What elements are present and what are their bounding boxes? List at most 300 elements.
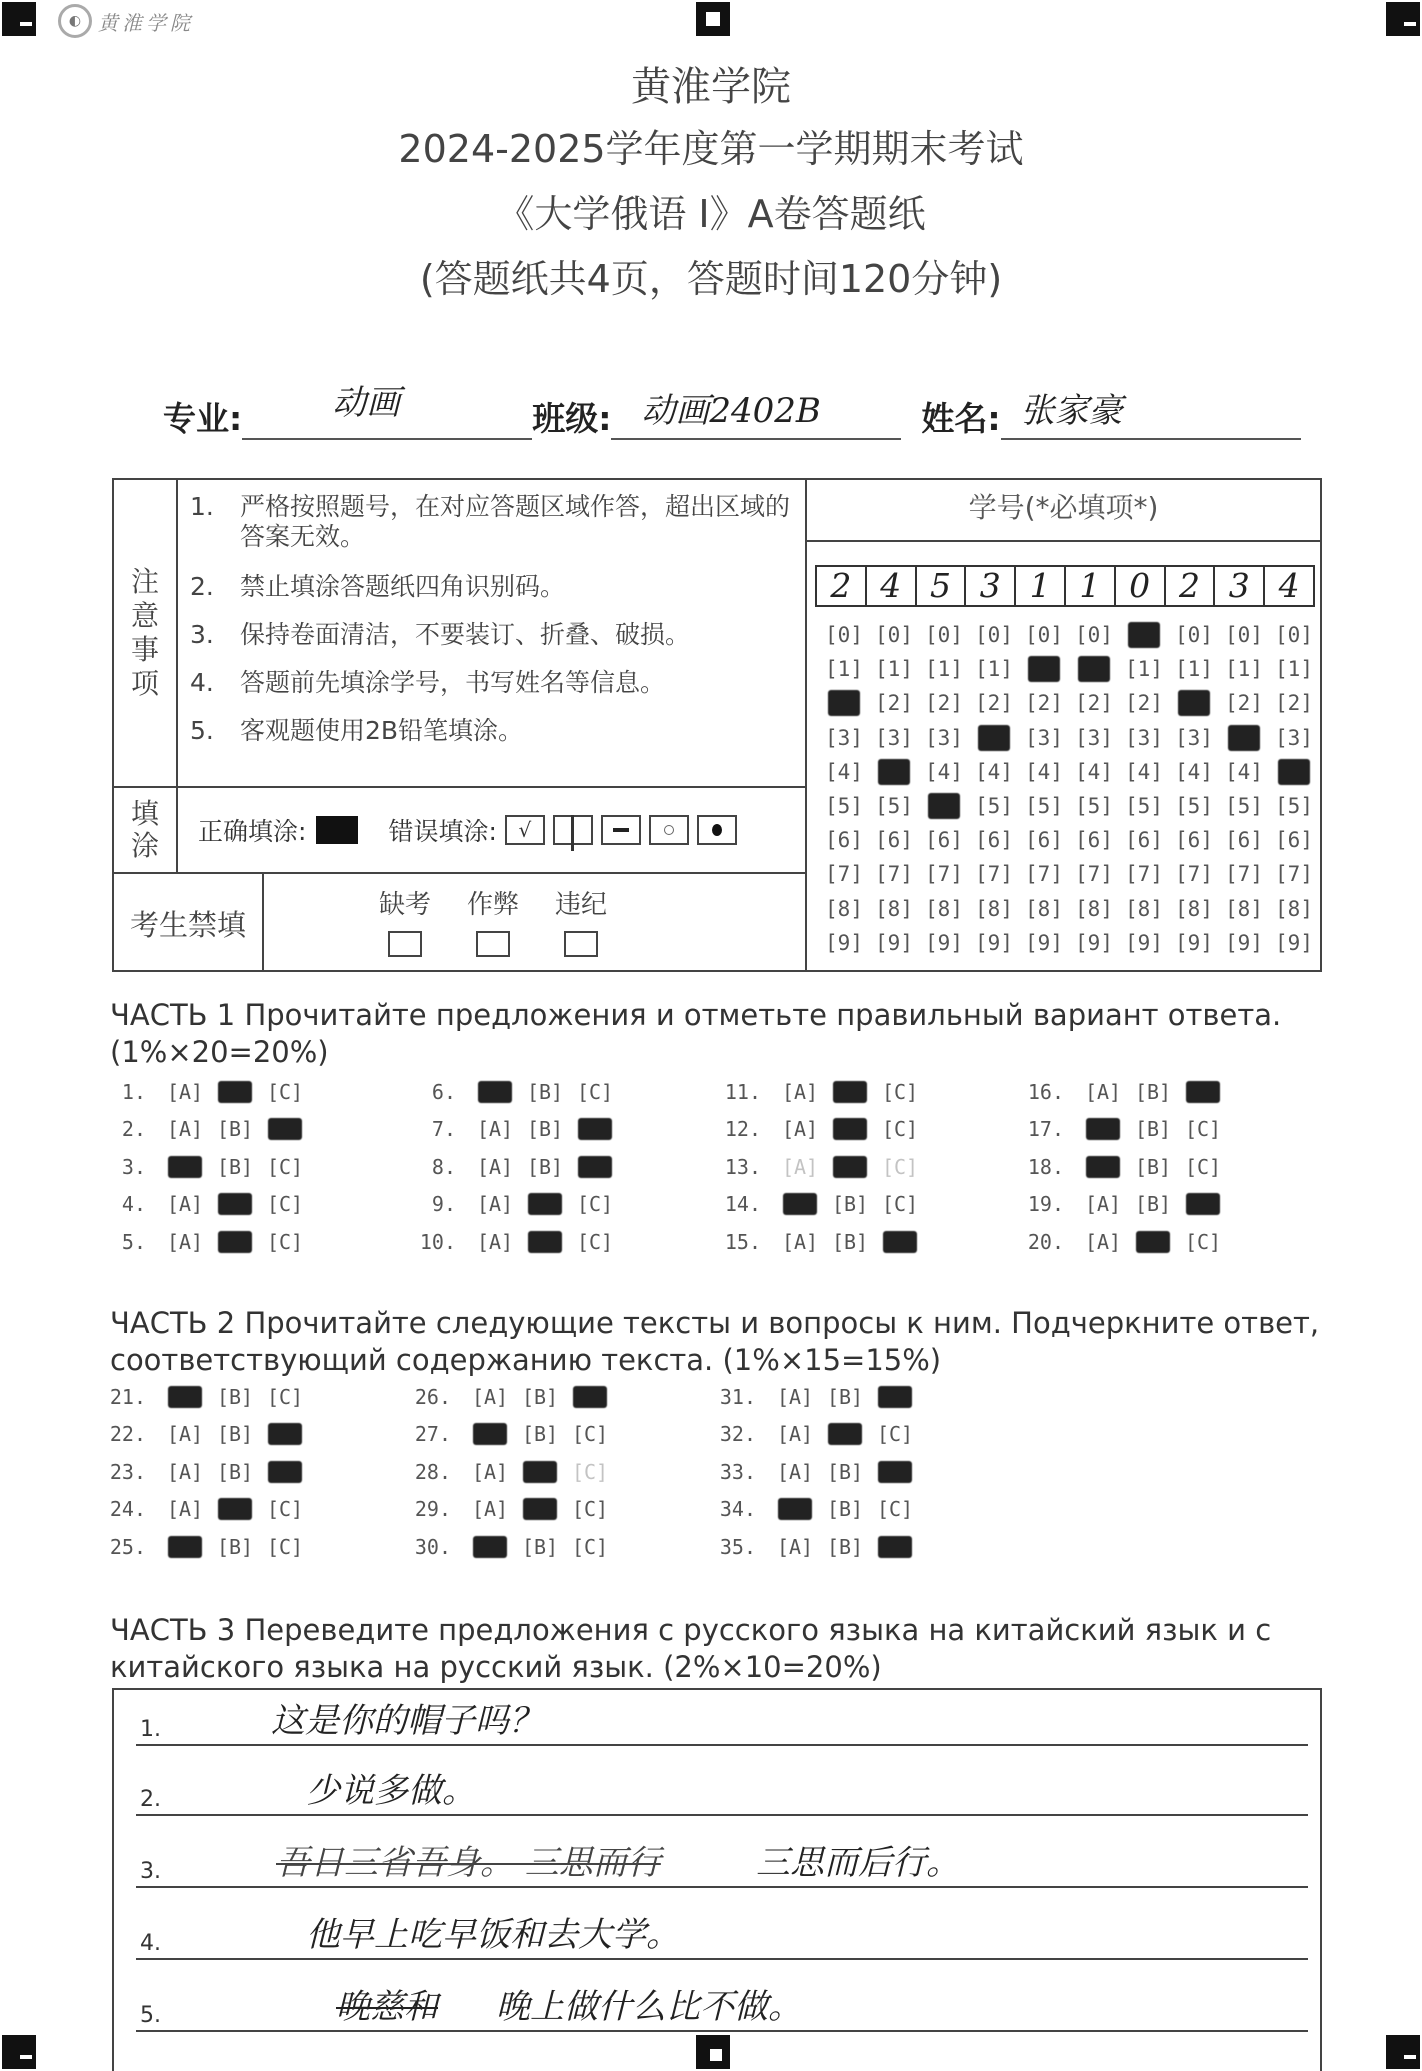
student-id-bubble[interactable]: [7] bbox=[925, 862, 963, 887]
violation-checkbox[interactable] bbox=[564, 931, 598, 957]
translation-line-number: 4. bbox=[140, 1931, 161, 1956]
proctor-only-section bbox=[114, 874, 807, 972]
student-id-bubble[interactable]: [2] bbox=[1125, 691, 1163, 716]
question-row bbox=[410, 1186, 620, 1224]
student-id-bubble[interactable]: [5] bbox=[1125, 794, 1163, 819]
answer-bubble-a[interactable]: [A] bbox=[781, 1117, 819, 1142]
student-id-bubble-row bbox=[819, 926, 1319, 960]
student-id-bubble-row bbox=[819, 721, 1319, 755]
student-id-bubble[interactable]: [7] bbox=[1175, 862, 1213, 887]
answer-bubble-filled-c[interactable] bbox=[573, 1386, 607, 1408]
answer-bubble-b[interactable]: [B] bbox=[826, 1459, 864, 1484]
question-row bbox=[715, 1186, 925, 1224]
answer-bubble-filled-a[interactable] bbox=[783, 1193, 817, 1215]
answer-bubble-c[interactable]: [C] bbox=[266, 1497, 304, 1522]
answer-bubble-filled-b[interactable] bbox=[833, 1118, 867, 1140]
student-id-digit[interactable]: 4 bbox=[867, 567, 917, 605]
student-id-digit[interactable]: 1 bbox=[1066, 567, 1116, 605]
answer-bubble-filled-a[interactable] bbox=[473, 1536, 507, 1558]
header-info-box bbox=[112, 478, 1322, 972]
answer-bubble-b[interactable]: [B] bbox=[216, 1422, 254, 1447]
answer-bubble-a[interactable]: [A] bbox=[776, 1384, 814, 1409]
question-number: 2. bbox=[121, 1117, 146, 1142]
answer-bubble-filled-b[interactable] bbox=[828, 1423, 862, 1445]
student-id-digit[interactable]: 4 bbox=[1278, 566, 1300, 605]
answer-bubble-filled-c[interactable] bbox=[878, 1461, 912, 1483]
registration-mark-bottom-left bbox=[2, 2035, 36, 2069]
student-id-bubble[interactable]: [2] bbox=[1225, 691, 1263, 716]
question-number: 21. bbox=[109, 1384, 146, 1409]
student-id-bubble[interactable]: [5] bbox=[1175, 794, 1213, 819]
student-id-bubble[interactable]: [6] bbox=[1175, 828, 1213, 853]
translation-line[interactable] bbox=[136, 1698, 1308, 1746]
answer-bubble-a[interactable]: [A] bbox=[166, 1079, 204, 1104]
translation-line[interactable] bbox=[136, 1768, 1308, 1816]
part2-heading: ЧАСТЬ 2 Прочитайте следующие тексты и вопросы к ним. Подчеркните ответ, соответствующий содержанию текста. (1%×15=15%) bbox=[110, 1306, 1320, 1377]
translation-line[interactable] bbox=[136, 1840, 1308, 1888]
student-id-bubble[interactable]: [5] bbox=[1025, 794, 1063, 819]
answer-bubble-c[interactable]: [C] bbox=[576, 1079, 614, 1104]
proctor-option-label: 作弊 bbox=[467, 890, 520, 920]
answer-bubble-b[interactable]: [B] bbox=[826, 1497, 864, 1522]
answer-bubble-c[interactable]: [C] bbox=[571, 1534, 609, 1559]
answer-bubble-b[interactable]: [B] bbox=[216, 1384, 254, 1409]
wrong-fill-circle-icon bbox=[649, 815, 689, 845]
institution-title: 黄淮学院 bbox=[631, 64, 791, 110]
student-id-bubble[interactable]: [7] bbox=[975, 862, 1013, 887]
paper-title: 《大学俄语 I》A卷答题纸 bbox=[496, 192, 926, 236]
student-id-bubble[interactable]: [6] bbox=[975, 828, 1013, 853]
student-id-bubble[interactable]: [2] bbox=[925, 691, 963, 716]
answer-bubble-filled-c[interactable] bbox=[578, 1118, 612, 1140]
student-id-bubble[interactable]: [4] bbox=[825, 759, 863, 784]
answer-bubble-b[interactable]: [B] bbox=[526, 1154, 564, 1179]
notice-item-number: 2. bbox=[190, 572, 214, 601]
question-number: 27. bbox=[414, 1422, 451, 1447]
answer-bubble-filled-c[interactable] bbox=[878, 1536, 912, 1558]
part3-heading: ЧАСТЬ 3 Переведите предложения с русского языка на китайский язык и с китайского языка на русский язык. (2%×10=20%) bbox=[110, 1613, 1272, 1684]
answer-bubble-filled-b[interactable] bbox=[218, 1081, 252, 1103]
translation-answer-text: 他早上吃早饭和去大学。 bbox=[306, 1915, 680, 1955]
answer-bubble-filled-a[interactable] bbox=[1086, 1156, 1120, 1178]
student-id-bubble[interactable]: [9] bbox=[1125, 930, 1163, 955]
student-id-bubble[interactable]: [8] bbox=[1225, 896, 1263, 921]
student-id-bubble[interactable]: [5] bbox=[1275, 794, 1313, 819]
answer-bubble-a[interactable]: [A] bbox=[166, 1192, 204, 1217]
student-id-bubble[interactable]: [1] bbox=[1275, 657, 1313, 682]
question-row bbox=[100, 1111, 310, 1149]
student-id-digit[interactable]: 5 bbox=[917, 567, 967, 605]
translation-answer-box bbox=[112, 1688, 1322, 2071]
student-id-digit[interactable]: 0 bbox=[1116, 567, 1166, 605]
answer-bubble-filled-a[interactable] bbox=[778, 1498, 812, 1520]
answer-bubble-c[interactable]: [C] bbox=[266, 1534, 304, 1559]
answer-bubble-b[interactable]: [B] bbox=[526, 1079, 564, 1104]
answer-bubble-c[interactable]: [C] bbox=[571, 1497, 609, 1522]
student-id-bubble[interactable]: [3] bbox=[1075, 725, 1113, 750]
answer-bubble-filled-c[interactable] bbox=[1186, 1193, 1220, 1215]
answer-bubble-c[interactable]: [C] bbox=[881, 1079, 919, 1104]
student-id-bubble[interactable]: [8] bbox=[975, 896, 1013, 921]
question-row bbox=[100, 1073, 310, 1111]
answer-bubble-a[interactable]: [A] bbox=[1084, 1079, 1122, 1104]
student-id-bubble[interactable]: [6] bbox=[1275, 828, 1313, 853]
answer-bubble-c[interactable]: [C] bbox=[571, 1459, 609, 1484]
student-id-bubble-filled[interactable] bbox=[1178, 690, 1210, 716]
student-id-bubble[interactable]: [1] bbox=[1175, 657, 1213, 682]
notice-item-number: 1. bbox=[190, 492, 214, 521]
student-id-bubble[interactable]: [0] bbox=[1175, 623, 1213, 648]
answer-bubble-b[interactable]: [B] bbox=[1134, 1154, 1172, 1179]
answer-bubble-a[interactable]: [A] bbox=[781, 1229, 819, 1254]
answer-bubble-filled-a[interactable] bbox=[168, 1156, 202, 1178]
student-id-bubble-filled[interactable] bbox=[1078, 656, 1110, 682]
notice-item-text: 客观题使用2B铅笔填涂。 bbox=[240, 716, 524, 745]
student-id-bubble[interactable]: [0] bbox=[875, 623, 913, 648]
answer-bubble-b[interactable]: [B] bbox=[216, 1534, 254, 1559]
answer-bubble-filled-b[interactable] bbox=[833, 1156, 867, 1178]
answer-bubble-c[interactable]: [C] bbox=[571, 1422, 609, 1447]
student-id-bubble[interactable]: [5] bbox=[1075, 794, 1113, 819]
question-row bbox=[1018, 1073, 1228, 1111]
student-id-bubble[interactable]: [6] bbox=[1125, 828, 1163, 853]
student-id-bubble[interactable]: [4] bbox=[1175, 759, 1213, 784]
student-id-bubble[interactable]: [7] bbox=[1225, 862, 1263, 887]
answer-bubble-filled-c[interactable] bbox=[883, 1231, 917, 1253]
answer-bubble-b[interactable]: [B] bbox=[216, 1154, 254, 1179]
correct-fill-example-icon bbox=[316, 816, 358, 844]
major-field[interactable] bbox=[242, 383, 532, 440]
answer-bubble-filled-c[interactable] bbox=[1186, 1081, 1220, 1103]
student-id-bubble[interactable]: [9] bbox=[1075, 930, 1113, 955]
answer-bubble-a[interactable]: [A] bbox=[476, 1229, 514, 1254]
answer-bubble-c[interactable]: [C] bbox=[266, 1384, 304, 1409]
question-row bbox=[100, 1223, 310, 1261]
answer-bubble-a[interactable]: [A] bbox=[776, 1422, 814, 1447]
answer-bubble-a[interactable]: [A] bbox=[776, 1534, 814, 1559]
absent-checkbox[interactable] bbox=[388, 931, 422, 957]
student-id-bubble[interactable]: [8] bbox=[825, 896, 863, 921]
student-id-bubble[interactable]: [6] bbox=[825, 828, 863, 853]
student-id-bubble[interactable]: [6] bbox=[1025, 828, 1063, 853]
student-id-bubble-row bbox=[819, 857, 1319, 891]
student-id-bubble[interactable]: [3] bbox=[875, 725, 913, 750]
answer-bubble-b[interactable]: [B] bbox=[526, 1117, 564, 1142]
proctor-option-label: 违纪 bbox=[555, 890, 608, 920]
question-row bbox=[405, 1528, 615, 1566]
question-row bbox=[715, 1111, 925, 1149]
student-id-bubble[interactable]: [0] bbox=[1025, 623, 1063, 648]
answer-bubble-filled-c[interactable] bbox=[268, 1423, 302, 1445]
question-number: 28. bbox=[414, 1459, 451, 1484]
question-number: 10. bbox=[419, 1229, 456, 1254]
question-number: 22. bbox=[109, 1422, 146, 1447]
student-id-bubble[interactable]: [8] bbox=[1025, 896, 1063, 921]
student-id-bubble[interactable]: [3] bbox=[1025, 725, 1063, 750]
question-row bbox=[410, 1111, 620, 1149]
answer-bubble-filled-b[interactable] bbox=[218, 1498, 252, 1520]
answer-bubble-filled-c[interactable] bbox=[268, 1118, 302, 1140]
question-row bbox=[710, 1378, 920, 1416]
student-id-bubble[interactable]: [7] bbox=[875, 862, 913, 887]
student-id-bubble-filled[interactable] bbox=[1128, 622, 1160, 648]
student-id-bubble[interactable]: [3] bbox=[1125, 725, 1163, 750]
part1-heading: ЧАСТЬ 1 Прочитайте предложения и отметьте правильный вариант ответа. (1%×20=20%) bbox=[110, 998, 1282, 1069]
notice-item bbox=[190, 668, 795, 698]
student-id-bubble[interactable]: [3] bbox=[925, 725, 963, 750]
question-row bbox=[405, 1453, 615, 1491]
class-field[interactable] bbox=[611, 392, 901, 440]
answer-bubble-a[interactable]: [A] bbox=[476, 1192, 514, 1217]
student-id-bubble[interactable]: [8] bbox=[1075, 896, 1113, 921]
question-row bbox=[100, 1148, 310, 1186]
answer-bubble-c[interactable]: [C] bbox=[876, 1497, 914, 1522]
student-id-bubble[interactable]: [5] bbox=[975, 794, 1013, 819]
student-id-bubble[interactable]: [6] bbox=[925, 828, 963, 853]
answer-bubble-a[interactable]: [A] bbox=[1084, 1229, 1122, 1254]
student-id-bubble[interactable]: [1] bbox=[825, 657, 863, 682]
student-id-bubble[interactable]: [9] bbox=[875, 930, 913, 955]
student-id-bubble-filled[interactable] bbox=[878, 759, 910, 785]
question-number: 12. bbox=[724, 1117, 761, 1142]
student-id-bubble[interactable]: [6] bbox=[1225, 828, 1263, 853]
student-id-bubble[interactable]: [0] bbox=[1225, 623, 1263, 648]
student-id-bubble[interactable]: [1] bbox=[925, 657, 963, 682]
answer-bubble-a[interactable]: [A] bbox=[471, 1459, 509, 1484]
answer-bubble-c[interactable]: [C] bbox=[881, 1117, 919, 1142]
student-id-bubble[interactable]: [6] bbox=[1075, 828, 1113, 853]
student-id-bubble[interactable]: [9] bbox=[975, 930, 1013, 955]
student-id-bubble[interactable]: [8] bbox=[1275, 896, 1313, 921]
student-id-bubble[interactable]: [0] bbox=[825, 623, 863, 648]
answer-bubble-c[interactable]: [C] bbox=[576, 1192, 614, 1217]
answer-bubble-filled-a[interactable] bbox=[168, 1386, 202, 1408]
answer-bubble-a[interactable]: [A] bbox=[166, 1422, 204, 1447]
answer-bubble-c[interactable]: [C] bbox=[1184, 1117, 1222, 1142]
question-number: 16. bbox=[1027, 1079, 1064, 1104]
answer-bubble-a[interactable]: [A] bbox=[166, 1459, 204, 1484]
notice-item-text: 保持卷面清洁，不要装订、折叠、破损。 bbox=[240, 620, 691, 649]
answer-bubble-filled-b[interactable] bbox=[528, 1193, 562, 1215]
student-id-bubble[interactable]: [7] bbox=[1275, 862, 1313, 887]
student-id-bubble[interactable]: [1] bbox=[1125, 657, 1163, 682]
question-number: 33. bbox=[719, 1459, 756, 1484]
question-row bbox=[710, 1453, 920, 1491]
student-id-bubble[interactable]: [8] bbox=[875, 896, 913, 921]
major-value: 动画 bbox=[332, 383, 401, 423]
answer-bubble-a[interactable]: [A] bbox=[1084, 1192, 1122, 1217]
answer-bubble-b[interactable]: [B] bbox=[1134, 1192, 1172, 1217]
student-id-title: 学号(*必填项*) bbox=[807, 480, 1320, 542]
student-id-bubble[interactable]: [4] bbox=[1225, 759, 1263, 784]
answer-bubble-filled-b[interactable] bbox=[833, 1081, 867, 1103]
answer-bubble-a[interactable]: [A] bbox=[166, 1117, 204, 1142]
student-id-bubble[interactable]: [1] bbox=[975, 657, 1013, 682]
answer-bubble-b[interactable]: [B] bbox=[831, 1192, 869, 1217]
student-id-bubble[interactable]: [4] bbox=[1075, 759, 1113, 784]
student-id-bubble[interactable]: [2] bbox=[1025, 691, 1063, 716]
student-id-bubble[interactable]: [4] bbox=[1125, 759, 1163, 784]
student-id-bubble[interactable]: [8] bbox=[925, 896, 963, 921]
student-id-bubble[interactable]: [7] bbox=[1075, 862, 1113, 887]
student-id-bubble[interactable]: [1] bbox=[1225, 657, 1263, 682]
student-id-bubble[interactable]: [3] bbox=[825, 725, 863, 750]
student-id-bubble[interactable]: [7] bbox=[825, 862, 863, 887]
answer-bubble-b[interactable]: [B] bbox=[521, 1534, 559, 1559]
answer-bubble-filled-b[interactable] bbox=[523, 1498, 557, 1520]
student-id-bubble-filled[interactable] bbox=[978, 725, 1010, 751]
name-field[interactable] bbox=[1001, 392, 1301, 440]
student-id-bubble[interactable]: [2] bbox=[1275, 691, 1313, 716]
student-id-bubble[interactable]: [9] bbox=[1225, 930, 1263, 955]
student-id-bubble[interactable]: [4] bbox=[925, 759, 963, 784]
student-id-bubble[interactable]: [2] bbox=[1075, 691, 1113, 716]
student-id-digit[interactable]: 1 bbox=[1016, 567, 1066, 605]
student-id-bubble[interactable]: [0] bbox=[1275, 623, 1313, 648]
answer-bubble-a[interactable]: [A] bbox=[471, 1384, 509, 1409]
answer-bubble-b[interactable]: [B] bbox=[1134, 1117, 1172, 1142]
answer-bubble-filled-a[interactable] bbox=[168, 1536, 202, 1558]
translation-line-number: 5. bbox=[140, 2003, 161, 2028]
student-id-bubble[interactable]: [7] bbox=[1125, 862, 1163, 887]
answer-bubble-a[interactable]: [A] bbox=[471, 1497, 509, 1522]
answer-bubble-filled-b[interactable] bbox=[218, 1231, 252, 1253]
answer-bubble-filled-c[interactable] bbox=[578, 1156, 612, 1178]
student-id-bubble-filled[interactable] bbox=[1278, 759, 1310, 785]
student-id-bubble[interactable]: [3] bbox=[1175, 725, 1213, 750]
student-id-bubble-row bbox=[819, 618, 1319, 652]
answer-bubble-c[interactable]: [C] bbox=[266, 1154, 304, 1179]
question-row bbox=[710, 1528, 920, 1566]
answer-bubble-c[interactable]: [C] bbox=[266, 1229, 304, 1254]
student-id-bubble[interactable]: [4] bbox=[1025, 759, 1063, 784]
student-id-bubble[interactable]: [0] bbox=[975, 623, 1013, 648]
answer-bubble-c[interactable]: [C] bbox=[266, 1079, 304, 1104]
student-id-bubble[interactable]: [9] bbox=[1175, 930, 1213, 955]
answer-bubble-b[interactable]: [B] bbox=[521, 1384, 559, 1409]
student-id-bubble[interactable]: [5] bbox=[1225, 794, 1263, 819]
answer-bubble-a[interactable]: [A] bbox=[476, 1154, 514, 1179]
student-id-bubble[interactable]: [9] bbox=[1275, 930, 1313, 955]
logo-text: 黄淮学院 bbox=[98, 10, 194, 35]
student-id-bubble[interactable]: [4] bbox=[975, 759, 1013, 784]
student-id-digit[interactable]: 3 bbox=[1215, 567, 1265, 605]
student-id-bubble-filled[interactable] bbox=[828, 690, 860, 716]
question-number: 3. bbox=[121, 1154, 146, 1179]
student-id-bubble[interactable]: [2] bbox=[875, 691, 913, 716]
university-logo bbox=[58, 4, 194, 38]
answer-bubble-b[interactable]: [B] bbox=[216, 1117, 254, 1142]
student-id-bubble[interactable]: [0] bbox=[1075, 623, 1113, 648]
question-number: 25. bbox=[109, 1534, 146, 1559]
student-id-bubble[interactable]: [8] bbox=[1125, 896, 1163, 921]
answer-bubble-b[interactable]: [B] bbox=[1134, 1079, 1172, 1104]
proctor-option-violation bbox=[555, 884, 607, 957]
question-number: 9. bbox=[431, 1192, 456, 1217]
student-id-bubble[interactable]: [7] bbox=[1025, 862, 1063, 887]
student-id-bubble-filled[interactable] bbox=[1228, 725, 1260, 751]
answer-bubble-b[interactable]: [B] bbox=[826, 1534, 864, 1559]
answer-bubble-a[interactable]: [A] bbox=[776, 1459, 814, 1484]
wrong-fill-pipe-icon bbox=[553, 815, 593, 845]
translation-line[interactable] bbox=[136, 1912, 1308, 1960]
student-id-bubble-filled[interactable] bbox=[1028, 656, 1060, 682]
part1-column bbox=[100, 1073, 310, 1261]
answer-bubble-filled-c[interactable] bbox=[268, 1461, 302, 1483]
fill-guide-label bbox=[114, 788, 178, 872]
question-row bbox=[1018, 1148, 1228, 1186]
answer-bubble-c[interactable]: [C] bbox=[1184, 1229, 1222, 1254]
answer-bubble-a[interactable]: [A] bbox=[781, 1154, 819, 1179]
student-id-digit[interactable]: 3 bbox=[966, 567, 1016, 605]
student-id-bubble[interactable]: [9] bbox=[1025, 930, 1063, 955]
cheating-checkbox[interactable] bbox=[476, 931, 510, 957]
answer-bubble-a[interactable]: [A] bbox=[781, 1079, 819, 1104]
student-id-digit[interactable]: 2 bbox=[817, 567, 867, 605]
answer-bubble-c[interactable]: [C] bbox=[266, 1192, 304, 1217]
major-label: 专业: bbox=[163, 399, 243, 438]
answer-bubble-filled-b[interactable] bbox=[218, 1193, 252, 1215]
answer-bubble-b[interactable]: [B] bbox=[826, 1384, 864, 1409]
translation-line[interactable] bbox=[136, 1984, 1308, 2032]
answer-bubble-b[interactable]: [B] bbox=[521, 1422, 559, 1447]
student-id-bubble[interactable]: [1] bbox=[875, 657, 913, 682]
answer-bubble-filled-b[interactable] bbox=[523, 1461, 557, 1483]
student-id-bubble[interactable]: [8] bbox=[1175, 896, 1213, 921]
student-id-bubble[interactable]: [9] bbox=[925, 930, 963, 955]
student-id-bubble[interactable]: [5] bbox=[875, 794, 913, 819]
student-info-row bbox=[163, 383, 1313, 440]
proctor-option-absent bbox=[379, 884, 431, 957]
student-id-bubble[interactable]: [6] bbox=[875, 828, 913, 853]
answer-bubble-filled-c[interactable] bbox=[878, 1386, 912, 1408]
answer-bubble-a[interactable]: [A] bbox=[476, 1117, 514, 1142]
answer-bubble-c[interactable]: [C] bbox=[876, 1422, 914, 1447]
registration-mark-top-left bbox=[2, 2, 36, 36]
answer-bubble-filled-a[interactable] bbox=[478, 1081, 512, 1103]
translation-answer-text: 这是你的帽子吗？ bbox=[271, 1701, 543, 1741]
question-number: 29. bbox=[414, 1497, 451, 1522]
student-id-bubble[interactable]: [9] bbox=[825, 930, 863, 955]
student-id-bubble-filled[interactable] bbox=[928, 793, 960, 819]
answer-bubble-a[interactable]: [A] bbox=[166, 1229, 204, 1254]
fill-label-char: 填 bbox=[130, 797, 159, 830]
student-id-bubble-row bbox=[819, 789, 1319, 823]
question-row bbox=[410, 1073, 620, 1111]
answer-bubble-c[interactable]: [C] bbox=[881, 1154, 919, 1179]
proctor-options bbox=[379, 884, 607, 957]
registration-mark-top-center bbox=[696, 2, 730, 36]
student-id-digit[interactable]: 2 bbox=[1166, 567, 1216, 605]
paper-note: (答题纸共4页，答题时间120分钟) bbox=[419, 257, 1003, 301]
answer-bubble-c[interactable]: [C] bbox=[881, 1192, 919, 1217]
answer-bubble-filled-b[interactable] bbox=[1136, 1231, 1170, 1253]
student-id-bubble[interactable]: [5] bbox=[825, 794, 863, 819]
question-number: 34. bbox=[719, 1497, 756, 1522]
answer-bubble-filled-b[interactable] bbox=[528, 1231, 562, 1253]
student-id-bubble[interactable]: [0] bbox=[925, 623, 963, 648]
answer-bubble-c[interactable]: [C] bbox=[1184, 1154, 1222, 1179]
answer-bubble-filled-a[interactable] bbox=[473, 1423, 507, 1445]
answer-bubble-b[interactable]: [B] bbox=[831, 1229, 869, 1254]
answer-bubble-filled-a[interactable] bbox=[1086, 1118, 1120, 1140]
answer-bubble-c[interactable]: [C] bbox=[576, 1229, 614, 1254]
student-id-bubble[interactable]: [2] bbox=[975, 691, 1013, 716]
student-id-bubble[interactable]: [3] bbox=[1275, 725, 1313, 750]
answer-bubble-a[interactable]: [A] bbox=[166, 1497, 204, 1522]
part1-column bbox=[1018, 1073, 1228, 1261]
answer-bubble-b[interactable]: [B] bbox=[216, 1459, 254, 1484]
